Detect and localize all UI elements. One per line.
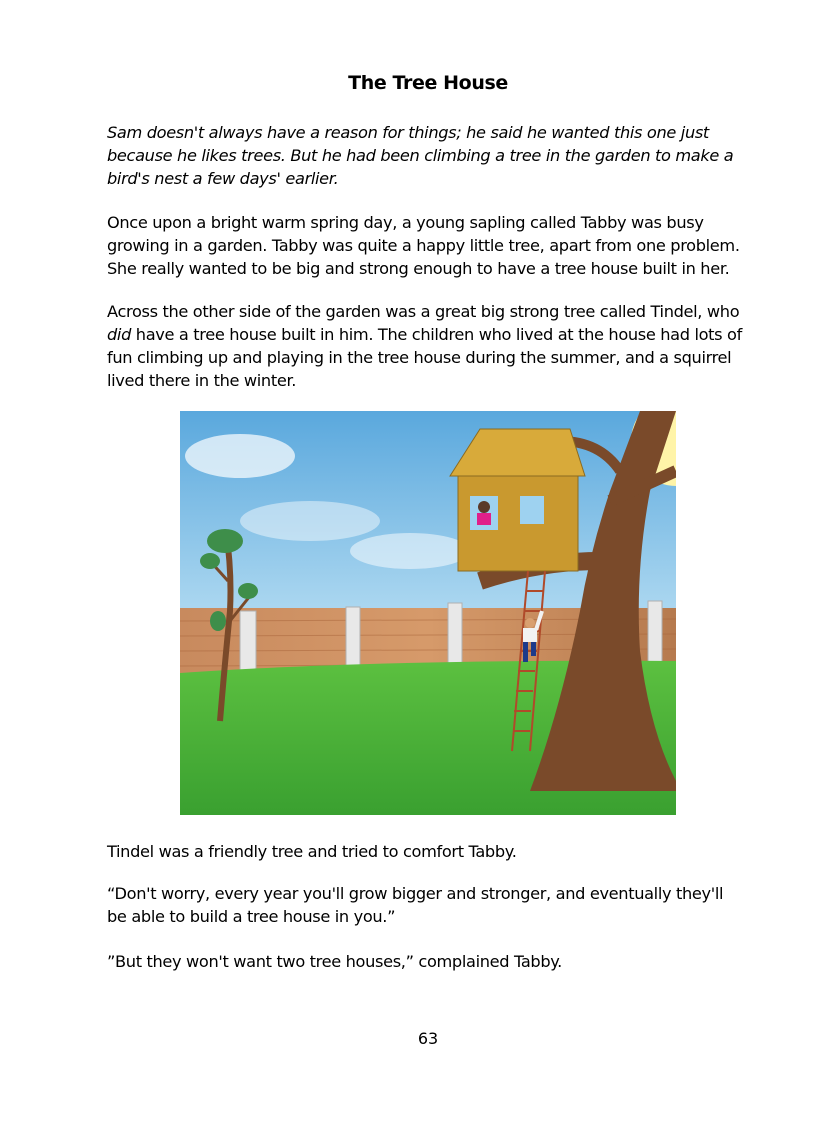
page-number: 63 [417,1029,439,1048]
paragraph-2-emphasis: did [107,325,131,344]
tree-house-illustration [180,411,676,815]
cloud [350,533,470,569]
tree-house [450,429,585,571]
story-paragraph-1: Once upon a bright warm spring day, a young sapling called Tabby was busy growing in a garden. Tabby was quite a happy little tree, apart from one problem. She really wanted to be big and strong enough to have a tree house built in her. [107,213,740,278]
intro-paragraph: Sam doesn't always have a reason for things; he said he wanted this one just because he likes trees. But he had been climbing a tree in the garden to make a bird's nest a few days' earlier. [107,123,734,188]
story-paragraph-2 [107,300,747,392]
page-title: The Tree House [348,72,508,94]
story-paragraph-4: “Don't worry, every year you'll grow bigger and stronger, and eventually they'll be able to build a tree house in you.” [107,884,724,926]
paragraph-2-text-after: have a tree house built in him. The children who lived at the house had lots of fun climbing up and playing in the tree house during the summer, and a squirrel lived there in the winter. [107,325,742,390]
paragraph-2-text-before: Across the other side of the garden was a great big strong tree called Tindel, who [107,302,740,321]
cloud [185,434,295,478]
cloud [240,501,380,541]
story-paragraph-3: Tindel was a friendly tree and tried to comfort Tabby. [107,842,517,861]
story-paragraph-5: ”But they won't want two tree houses,” complained Tabby. [107,952,562,971]
